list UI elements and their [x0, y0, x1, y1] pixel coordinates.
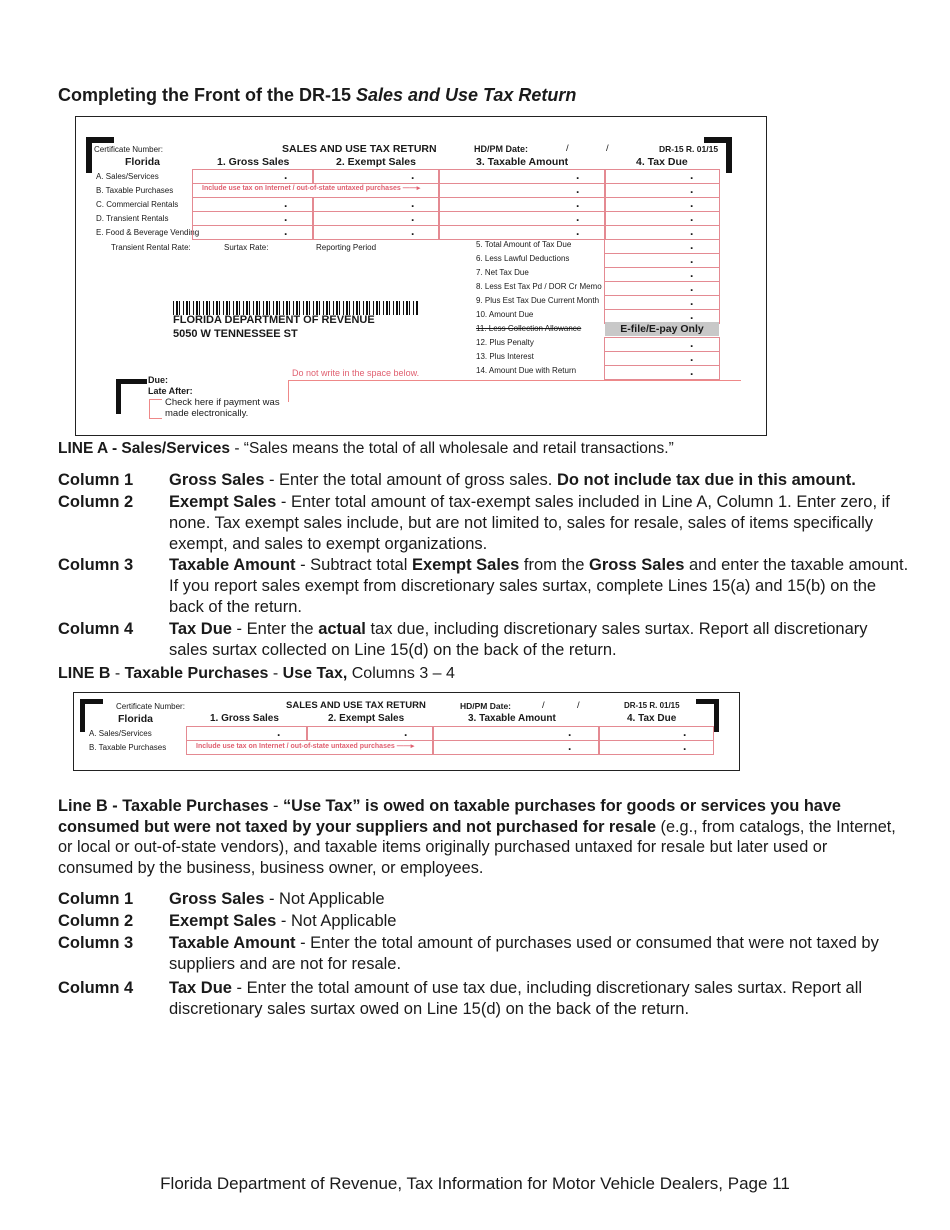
dot-l6: . [690, 252, 694, 266]
col3-header: 3. Taxable Amount [476, 156, 569, 168]
cell-b3 [432, 740, 600, 755]
form-title: SALES AND USE TAX RETURN [286, 700, 426, 711]
date-slash-2: / [606, 143, 609, 154]
column-text [169, 911, 909, 932]
dot-l8: . [690, 280, 694, 294]
dr15-form-excerpt [73, 692, 740, 771]
column-desc: - Enter the total amount of gross sales. [264, 471, 557, 489]
transient-rate-label: Transient Rental Rate: [111, 243, 191, 252]
column-desc-3: and enter the taxable amount. If you report sales exempt from discretionary sales surtax, complete Lines 15(a) and 15(b) on the back of the return. [169, 556, 909, 616]
row-a-label: A. Sales/Services [89, 729, 152, 738]
form-corner-right [704, 137, 732, 173]
column-term: Tax Due [169, 979, 232, 997]
cell-line12 [604, 337, 720, 352]
col4-header: 4. Tax Due [636, 156, 688, 168]
dot-d3: . [576, 210, 580, 224]
column-desc: - Enter the [231, 620, 319, 638]
line-a-text: - “Sales means the total of all wholesale and retail transactions.” [230, 440, 674, 457]
cell-d2 [312, 211, 440, 226]
cell-line5 [604, 239, 720, 254]
line-b-rest: Columns 3 – 4 [347, 665, 455, 682]
column-emphasis: Exempt Sales [411, 556, 520, 574]
dot-a2: . [411, 168, 415, 182]
use-tax-note [202, 184, 420, 192]
column-desc: - Enter the total amount of use tax due, including discretionary sales surtax. Report all discretionary sales surtax owed on Line 15(d) on the back of the return. [169, 979, 863, 1018]
column-label: Column 3 [58, 934, 134, 952]
dot-a3: . [576, 168, 580, 182]
cell-c3 [438, 197, 606, 212]
cell-a1 [186, 726, 308, 741]
column-emphasis: actual [318, 620, 366, 638]
cell-line14 [604, 365, 720, 380]
cell-e3 [438, 225, 606, 240]
check-text-1: Check here if payment was [165, 397, 280, 408]
form-title: SALES AND USE TAX RETURN [282, 143, 437, 155]
due-label: Due: [148, 375, 168, 385]
cell-a2 [312, 169, 440, 184]
cell-a1 [192, 169, 314, 184]
cell-line13 [604, 351, 720, 366]
date-slash-1: / [542, 700, 545, 711]
column-desc-2: tax due, including discretionary sales surtax. Report all discretionary sales surtax collected on Line 15(d) on the back of the return. [169, 620, 868, 659]
column-term: Exempt Sales [169, 493, 277, 511]
dot-e3: . [576, 224, 580, 238]
column-label: Column 4 [58, 979, 134, 997]
hdpm-label: HD/PM Date: [460, 701, 512, 711]
column-label: Column 1 [58, 471, 134, 489]
line-b-bold-1: LINE B [58, 665, 111, 682]
row-e-label: E. Food & Beverage Vending [96, 228, 200, 237]
dot-l9: . [690, 294, 694, 308]
cell-d4 [604, 211, 720, 226]
cell-d1 [192, 211, 314, 226]
column-text [169, 470, 909, 491]
line-a-heading [58, 439, 674, 460]
line-b-bold-3: Use Tax, [282, 665, 348, 682]
cert-label: Certificate Number: [116, 702, 185, 711]
do-not-write-note: Do not write in the space below. [292, 368, 420, 378]
cell-line9 [604, 295, 720, 310]
column-desc: - Enter total amount of tax-exempt sales included in Line A, Column 1. Enter zero, if none. Tax exempt sales include, but are not limited to, sales for resale, sales of items specifically exempt, and sales to exempt organizations. [169, 493, 890, 553]
dot-d1: . [284, 210, 288, 224]
line-b-para-bold-2: “Use Tax” is owed on taxable purchases for goods or services you have consumed but were not taxed by your suppliers and not purchased for resale [58, 797, 841, 836]
use-tax-note-text: Include use tax on Internet / out-of-state untaxed purchases [196, 743, 395, 750]
dot-l5: . [690, 238, 694, 252]
line-b-para-sep: - [268, 797, 283, 815]
arrow-icon: ——▸ [402, 185, 421, 192]
col2-header: 2. Exempt Sales [328, 713, 405, 724]
efile-only-box: E-file/E-pay Only [605, 322, 719, 336]
line-b-paragraph [58, 796, 898, 878]
line-13: 13. Plus Interest [476, 352, 534, 361]
line-9: 9. Plus Est Tax Due Current Month [476, 296, 600, 305]
cell-b4 [604, 183, 720, 198]
barcode-image [173, 301, 418, 315]
cell-b3 [438, 183, 606, 198]
form-corner-left [86, 137, 114, 173]
dr15-form-image [75, 116, 767, 436]
surtax-rate-label: Surtax Rate: [224, 243, 269, 252]
cell-a3 [438, 169, 606, 184]
column-text [169, 619, 909, 661]
line-b-sep-1: - [110, 665, 125, 682]
electronic-payment-checkbox[interactable] [149, 399, 162, 419]
line-6: 6. Less Lawful Deductions [476, 254, 570, 263]
heading-italic: Sales and Use Tax Return [355, 85, 577, 105]
dot-l10: . [690, 308, 694, 322]
column-term: Tax Due [169, 620, 232, 638]
column-label: Column 4 [58, 620, 134, 638]
column-desc: - Enter the total amount of purchases used or consumed that were not taxed by suppliers and are not for resale. [169, 934, 879, 973]
dot-d2: . [411, 210, 415, 224]
cell-a4 [604, 169, 720, 184]
dept-address: 5050 W TENNESSEE ST [173, 328, 298, 340]
dot-b4: . [683, 739, 687, 753]
column-label: Column 2 [58, 493, 134, 511]
column-term: Taxable Amount [169, 934, 296, 952]
dot-d4: . [690, 210, 694, 224]
column-desc: - Not Applicable [276, 912, 397, 930]
cell-e1 [192, 225, 314, 240]
cell-a3 [432, 726, 600, 741]
dept-name: FLORIDA DEPARTMENT OF REVENUE [173, 314, 375, 326]
column-emphasis-2: Gross Sales [589, 556, 685, 574]
heading-text: Completing the Front of the DR-15 [58, 85, 356, 105]
column-label: Column 1 [58, 890, 134, 908]
row-a-label: A. Sales/Services [96, 172, 159, 181]
row-d-label: D. Transient Rentals [96, 214, 169, 223]
column-label: Column 3 [58, 556, 134, 574]
line-a-bold: LINE A - Sales/Services [58, 440, 231, 457]
dot-l13: . [690, 350, 694, 364]
col3-header: 3. Taxable Amount [468, 713, 556, 724]
column-term: Exempt Sales [169, 912, 277, 930]
line-b-bold-2: Taxable Purchases [124, 665, 269, 682]
line-7: 7. Net Tax Due [476, 268, 529, 277]
cert-label: Certificate Number: [94, 145, 163, 154]
col1-header: 1. Gross Sales [217, 156, 290, 168]
dot-a3: . [568, 725, 572, 739]
dot-a1: . [277, 725, 281, 739]
lower-corner [116, 379, 147, 414]
state-label: Florida [118, 713, 154, 725]
line-8: 8. Less Est Tax Pd / DOR Cr Memo [476, 282, 602, 291]
divider-line [288, 380, 741, 381]
cell-c2 [312, 197, 440, 212]
cell-e2 [312, 225, 440, 240]
column-text [169, 933, 909, 975]
date-slash-2: / [577, 700, 580, 711]
dot-b3: . [568, 739, 572, 753]
cell-d3 [438, 211, 606, 226]
line-b-para-text: (e.g., from catalogs, the Internet, or local or out-of-state vendors), and taxable items originally purchased untaxed for resale but later used or consumed by the business, business owner, or employees. [58, 817, 896, 877]
form2-corner-left [80, 699, 103, 732]
use-tax-note-text: Include use tax on Internet / out-of-state untaxed purchases [202, 185, 401, 192]
dot-l14: . [690, 364, 694, 378]
cell-line7 [604, 267, 720, 282]
line-b-heading [58, 664, 455, 685]
dot-b4: . [690, 182, 694, 196]
dot-l12: . [690, 336, 694, 350]
column-text [169, 978, 909, 1020]
dot-a1: . [284, 168, 288, 182]
line-10: 10. Amount Due [476, 310, 534, 319]
page-footer: Florida Department of Revenue, Tax Information for Motor Vehicle Dealers, Page 11 [160, 1174, 790, 1193]
divider-vertical [288, 380, 289, 402]
reporting-period-label: Reporting Period [316, 243, 377, 252]
row-b-label: B. Taxable Purchases [89, 743, 167, 752]
dot-a4: . [690, 168, 694, 182]
cell-line6 [604, 253, 720, 268]
col4-header: 4. Tax Due [627, 713, 677, 724]
line-b-para-bold-1: Line B - Taxable Purchases [58, 797, 269, 815]
line-14: 14. Amount Due with Return [476, 366, 577, 375]
page-heading [58, 85, 576, 106]
dot-e4: . [690, 224, 694, 238]
late-after-label: Late After: [148, 386, 193, 396]
cell-b4 [598, 740, 714, 755]
line-12: 12. Plus Penalty [476, 338, 534, 347]
column-text [169, 492, 909, 555]
cell-c1 [192, 197, 314, 212]
cell-e4 [604, 225, 720, 240]
date-slash-1: / [566, 143, 569, 154]
column-text [169, 555, 909, 618]
cell-line8 [604, 281, 720, 296]
dot-c1: . [284, 196, 288, 210]
dot-b3: . [576, 182, 580, 196]
line-5: 5. Total Amount of Tax Due [476, 240, 572, 249]
row-b-label: B. Taxable Purchases [96, 186, 174, 195]
form-number: DR-15 R. 01/15 [624, 701, 680, 710]
dot-e2: . [411, 224, 415, 238]
check-text-2: made electronically. [165, 408, 249, 419]
dot-c2: . [411, 196, 415, 210]
column-desc-2: from the [519, 556, 589, 574]
use-tax-note [196, 742, 414, 750]
column-emphasis: Do not include tax due in this amount. [556, 471, 856, 489]
arrow-icon: ——▸ [396, 743, 415, 750]
column-term: Gross Sales [169, 471, 265, 489]
dot-c4: . [690, 196, 694, 210]
dot-e1: . [284, 224, 288, 238]
line-b-sep-2: - [268, 665, 283, 682]
hdpm-label: HD/PM Date: [474, 144, 529, 154]
state-label: Florida [125, 156, 161, 168]
line-11: 11. Less Collection Allowance [476, 324, 582, 333]
cell-a4 [598, 726, 714, 741]
cell-c4 [604, 197, 720, 212]
column-term: Gross Sales [169, 890, 265, 908]
column-term: Taxable Amount [169, 556, 296, 574]
column-label: Column 2 [58, 912, 134, 930]
dot-a2: . [404, 725, 408, 739]
column-text [169, 889, 909, 910]
column-desc: - Subtract total [295, 556, 412, 574]
col1-header: 1. Gross Sales [210, 713, 279, 724]
row-c-label: C. Commercial Rentals [96, 200, 179, 209]
col2-header: 2. Exempt Sales [336, 156, 416, 168]
dot-l7: . [690, 266, 694, 280]
cell-a2 [306, 726, 434, 741]
dot-c3: . [576, 196, 580, 210]
dot-a4: . [683, 725, 687, 739]
column-desc: - Not Applicable [264, 890, 385, 908]
form-number: DR-15 R. 01/15 [659, 144, 719, 154]
